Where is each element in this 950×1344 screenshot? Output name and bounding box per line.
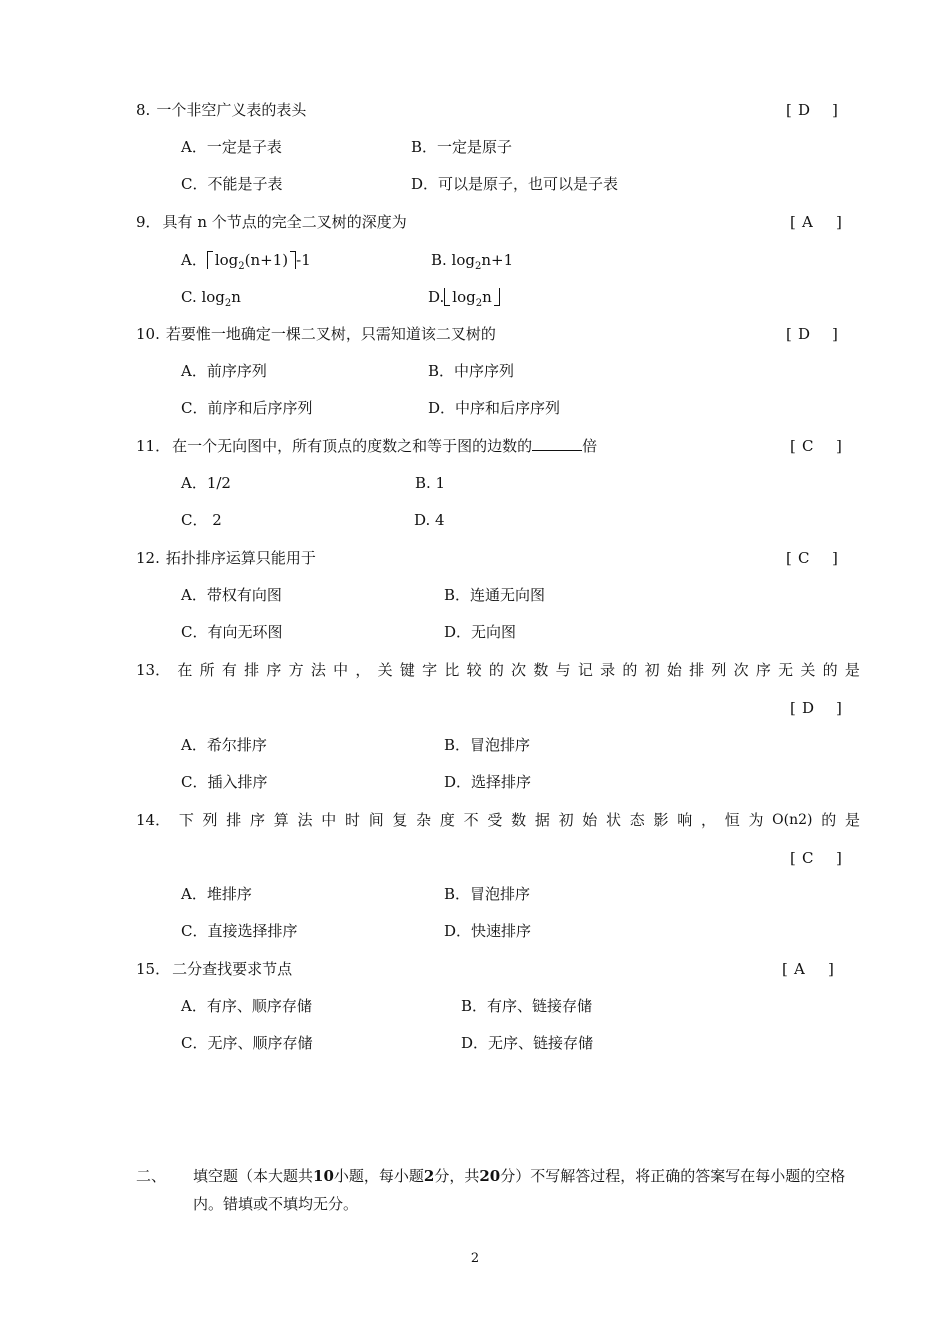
fill-blank xyxy=(532,436,582,451)
option-8c: C．不能是子表 xyxy=(181,175,283,193)
option-13d: D．选择排序 xyxy=(444,773,532,791)
floor-left-icon xyxy=(444,288,450,306)
option-12a: A．带权有向图 xyxy=(181,586,282,604)
option-11c: C． 2 xyxy=(181,511,222,529)
option-13c: C．插入排序 xyxy=(181,773,268,791)
section-2-instructions: 填空题（本大题共10小题，每小题2分，共20分）不写解答过程，将正确的答案写在每小题的空格内。错填或不填均无分。 xyxy=(193,1167,846,1213)
ceiling-left-icon xyxy=(207,251,213,269)
question-9: 9． 具有 n 个节点的完全二叉树的深度为 xyxy=(136,213,407,231)
option-9d: D. $\log_2n$ xyxy=(428,287,500,307)
option-13b: B．冒泡排序 xyxy=(444,736,531,754)
question-13: 13． 在 所 有 排 序 方 法 中 ， 关 键 字 比 较 的 次 数 与 记 录 的 初 始 排 列 次 序 无 关 的 是 xyxy=(136,661,860,679)
option-8b: B．一定是原子 xyxy=(411,138,513,156)
question-10: 10. 若要惟一地确定一棵二叉树，只需知道该二叉树的 xyxy=(136,325,496,343)
question-8: 8. 一个非空广义表的表头 xyxy=(136,101,307,119)
option-14d: D．快速排序 xyxy=(444,922,532,940)
option-12b: B．连通无向图 xyxy=(444,586,546,604)
option-10c: C．前序和后序序列 xyxy=(181,399,313,417)
option-12c: C．有向无环图 xyxy=(181,623,283,641)
option-11d: D. 4 xyxy=(414,511,445,529)
option-15d: D．无序、链接存储 xyxy=(461,1034,594,1052)
floor-right-icon xyxy=(494,288,500,306)
option-10a: A．前序序列 xyxy=(181,362,267,380)
option-10d: D．中序和后序序列 xyxy=(428,399,561,417)
section-2-number: 二、 xyxy=(136,1167,167,1185)
page-number: 2 xyxy=(470,1251,480,1266)
option-9c: C. $\log_2n$ xyxy=(181,288,241,309)
option-14c: C．直接选择排序 xyxy=(181,922,298,940)
question-11: 11． 在一个无向图中，所有顶点的度数之和等于图的边数的 倍 xyxy=(136,437,598,455)
option-9a: A． $\log_2(n+1)$ -1 xyxy=(181,251,311,272)
option-11b: B. 1 xyxy=(415,474,446,492)
question-12: 12. 拓扑排序运算只能用于 xyxy=(136,549,316,567)
option-11a: A．1/2 xyxy=(181,474,231,492)
option-13a: A．希尔排序 xyxy=(181,736,267,754)
option-14b: B．冒泡排序 xyxy=(444,885,531,903)
option-15c: C．无序、顺序存储 xyxy=(181,1034,313,1052)
option-8a: A．一定是子表 xyxy=(181,138,282,156)
option-14a: A．堆排序 xyxy=(181,885,252,903)
question-14: 14． 下 列 排 序 算 法 中 时 间 复 杂 度 不 受 数 据 初 始 状 态 影 响 ， 恒 为 O(n2) 的 是 xyxy=(136,811,860,829)
option-8d: D．可以是原子，也可以是子表 xyxy=(411,175,619,193)
option-15b: B．有序、链接存储 xyxy=(461,997,593,1015)
option-10b: B．中序序列 xyxy=(428,362,515,380)
option-9b: B. $\log_2n+1$ xyxy=(431,251,514,272)
option-15a: A．有序、顺序存储 xyxy=(181,997,312,1015)
option-12d: D．无向图 xyxy=(444,623,517,641)
question-15: 15． 二分查找要求节点 xyxy=(136,960,293,978)
